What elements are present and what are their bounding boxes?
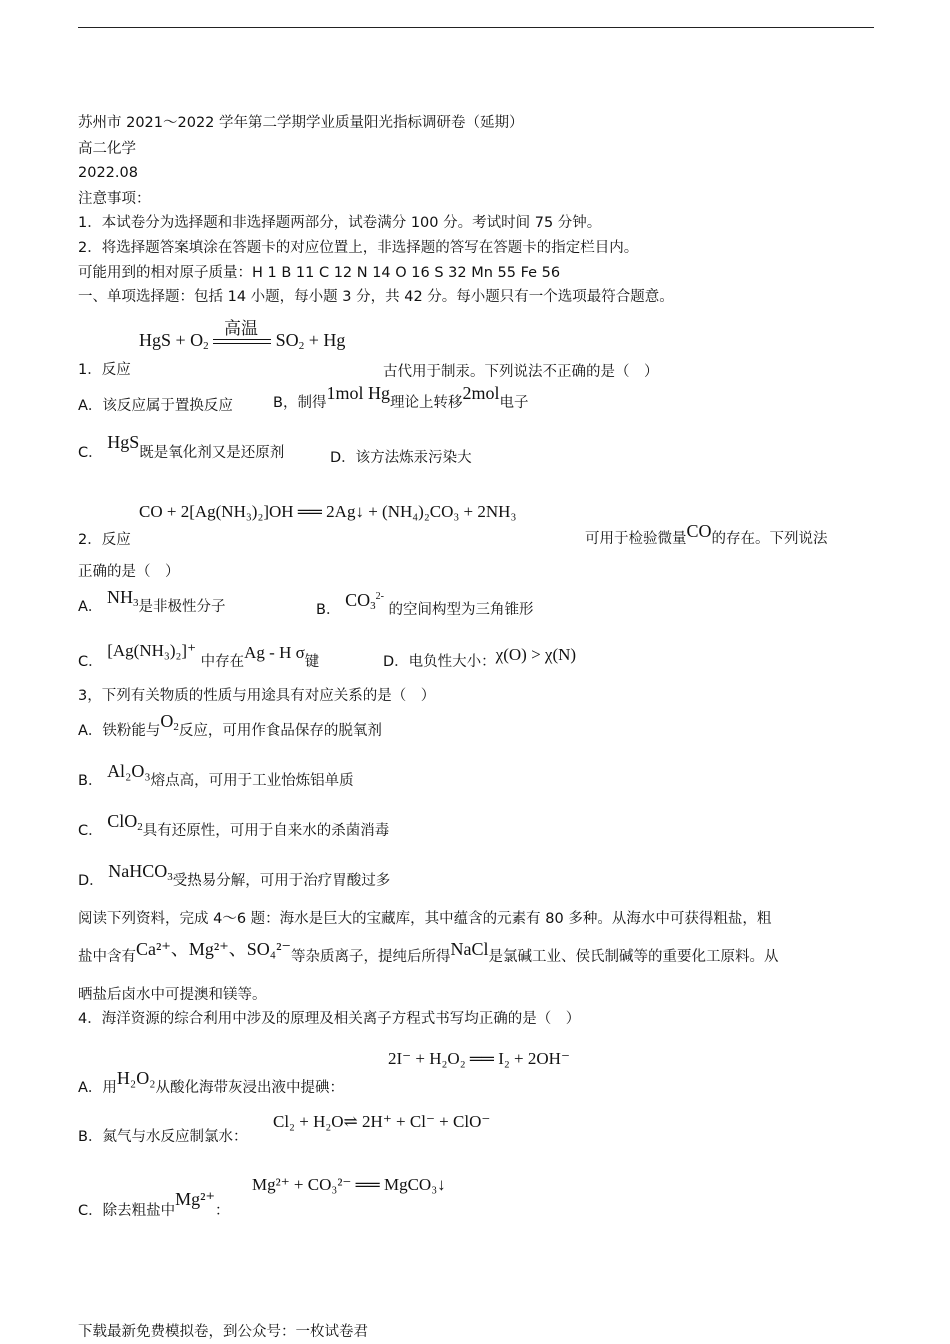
q1-option-a: A．该反应属于置换反应 [78,398,233,414]
q4-option-a: A．用H₂O₂从酸化海带灰浸出液中提碘： [78,1068,344,1096]
atomic-masses: 可能用到的相对原子质量：H 1 B 11 C 12 N 14 O 16 S 32 Mn 55 Fe 56 [78,265,561,281]
q1-condition: 高温 [224,319,258,339]
q1-option-b: B，制得1mol Hg理论上转移2mol电子 [273,383,529,411]
q1-stem: 1．反应 [78,362,131,378]
q4-option-b-label: B．氮气与水反应制氯水： [78,1129,248,1145]
section-heading: 一、单项选择题：包括 14 小题，每小题 3 分，共 42 分。每小题只有一个选项最符合题意。 [78,289,674,305]
subject-title: 高二化学 [78,141,136,157]
footer-note: 下载最新免费模拟卷，到公众号：一枚试卷君 [78,1324,368,1340]
q4-option-a-equation: 2I⁻ + H₂O₂ ══ I₂ + 2OH⁻ [388,1049,570,1068]
top-rule [78,27,874,28]
q2-option-c: C． [Ag(NH₃)₂]⁺ 中存在Ag - H σ键 [78,641,320,670]
q2-option-b: B． $CO_3^{2-}$ 的空间构型为三角锥形 [316,590,534,618]
q4-option-b-equation: Cl₂ + H₂O⇌ 2H⁺ + Cl⁻ + ClO⁻ [273,1112,491,1131]
q2-stem-tail: 可用于检验微量CO的存在。下列说法 [585,521,828,547]
q1-option-c: C． HgS既是氧化剂又是还原剂 [78,432,285,461]
reading-line-1: 阅读下列资料，完成 4～6 题：海水是巨大的宝藏库，其中蕴含的元素有 80 多种。从海水中可获得粗盐，粗 [78,911,772,927]
note-item-2: 2．将选择题答案填涂在答题卡的对应位置上，非选择题的答写在答题卡的指定栏目内。 [78,240,639,256]
q4-stem: 4．海洋资源的综合利用中涉及的原理及相关离子方程式书写均正确的是（ ） [78,1011,581,1027]
q3-option-c: C． ClO$_2$具有还原性，可用于自来水的杀菌消毒 [78,811,390,839]
q2-number: 2．反应 [78,532,131,548]
q1-equation: HgS + $O_2$ $SO_2 + Hg$ [139,330,346,352]
q4-option-c-equation: Mg²⁺ + CO₃²⁻ ══ MgCO₃↓ [252,1175,446,1194]
q2-option-d: D．电负性大小：χ(O) > χ(N) [383,645,577,670]
q2-stem-line2: 正确的是（ ） [78,564,180,580]
note-item-1: 1．本试卷分为选择题和非选择题两部分，试卷满分 100 分。考试时间 75 分钟。 [78,215,602,231]
q3-option-d: D． NaHCO$_3$受热易分解，可用于治疗胃酸过多 [78,861,391,889]
q3-option-a: A．铁粉能与$O_2$反应，可用作食品保存的脱氧剂 [78,711,382,739]
q3-stem: 3，下列有关物质的性质与用途具有对应关系的是（ ） [78,688,436,704]
q2-option-a: A． $NH_3$是非极性分子 [78,587,226,615]
q4-option-c: C．除去粗盐中Mg²⁺： [78,1189,230,1219]
exam-date: 2022.08 [78,165,138,181]
exam-title: 苏州市 2021～2022 学年第二学期学业质量阳光指标调研卷（延期） [78,115,524,131]
equal-arrow-icon [213,337,271,347]
reading-line-3: 晒盐后卤水中可提澳和镁等。 [78,987,267,1003]
q1-option-d: D．该方法炼汞污染大 [330,450,472,466]
q2-equation: CO + 2[Ag(NH₃)₂]OH ══ 2Ag↓ + (NH₄)₂CO₃ + 2NH₃ [139,502,517,521]
reading-line-2: 盐中含有Ca²⁺、Mg²⁺、SO₄²⁻等杂质离子，提纯后所得NaCl是氯碱工业、侯氏制碱等的重要化工原料。从 [78,939,779,965]
q1-stem-tail: 古代用于制汞。下列说法不正确的是（ ） [383,364,659,380]
notes-heading: 注意事项： [78,191,151,207]
q3-option-b: B． Al₂O₃熔点高，可用于工业怡炼铝单质 [78,761,354,789]
